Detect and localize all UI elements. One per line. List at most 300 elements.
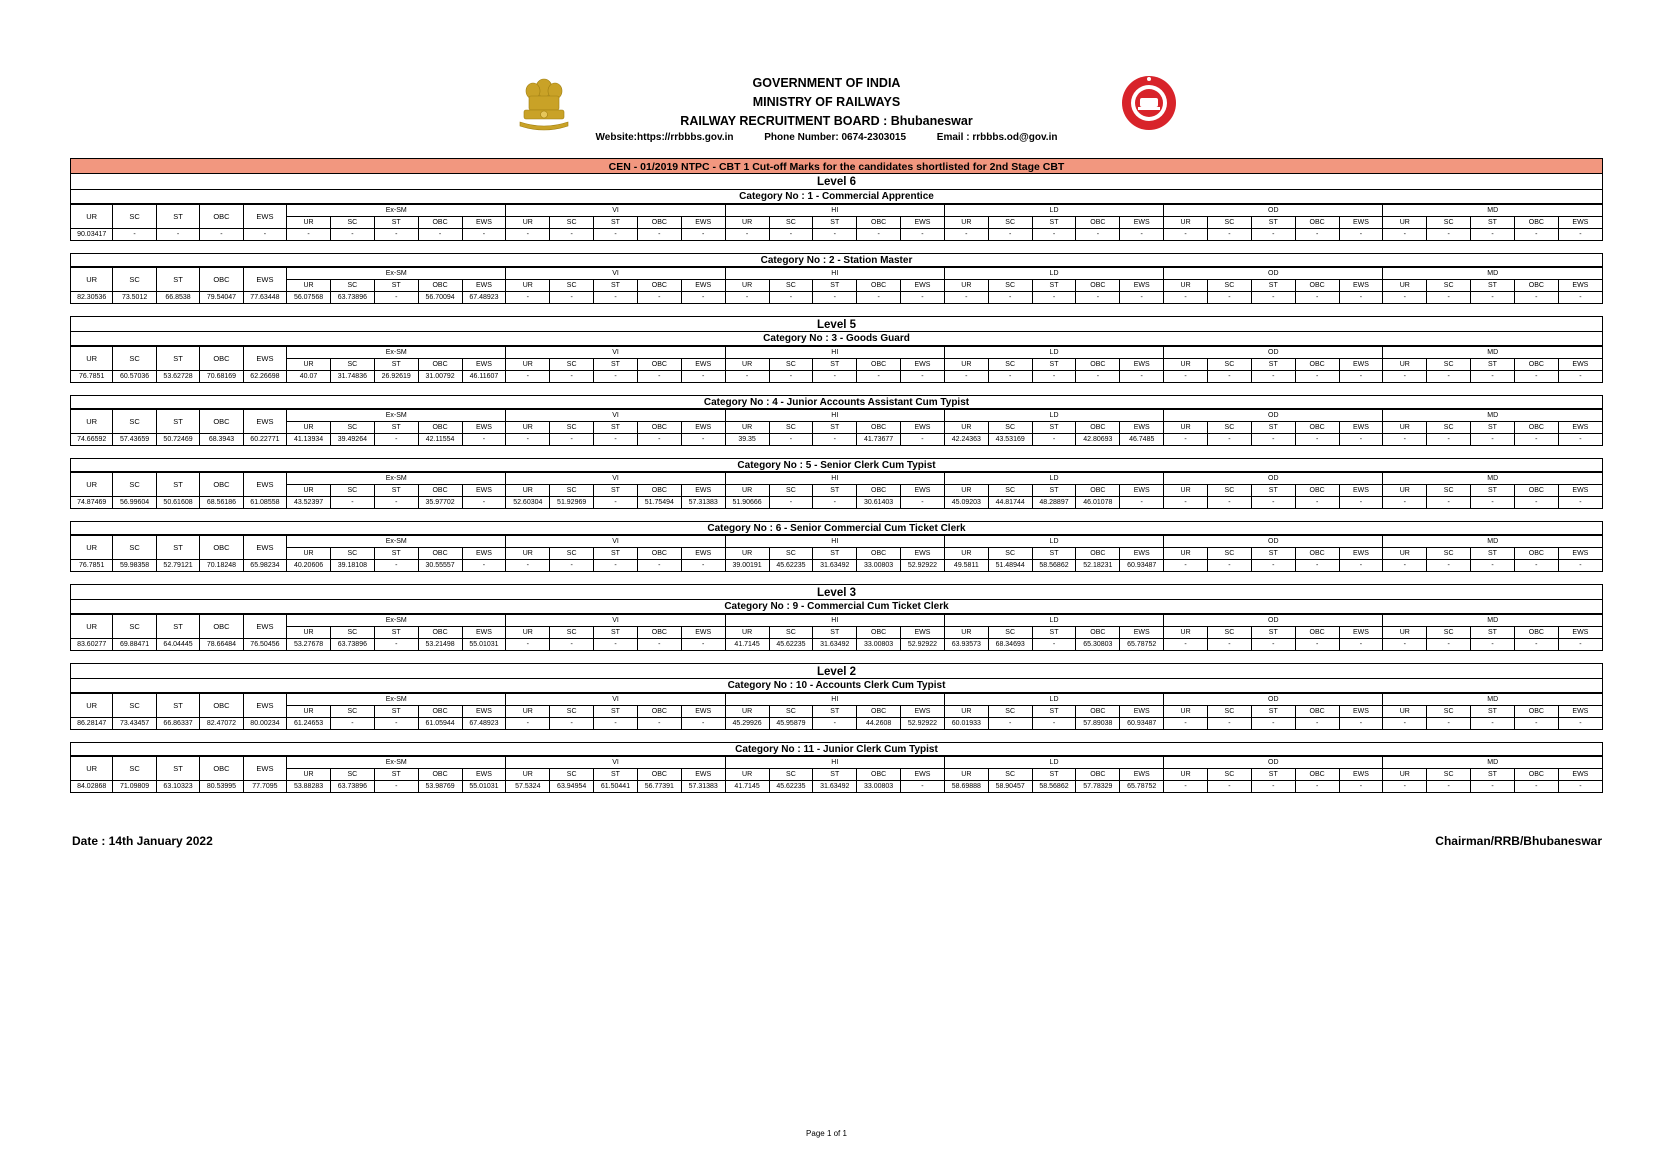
cutoff-cell: 33.00803 xyxy=(857,781,901,793)
cutoff-cell: - xyxy=(1251,497,1295,509)
cutoff-cell: 59.98358 xyxy=(113,560,156,572)
group-header-md: MD xyxy=(1383,268,1603,280)
cutoff-cell: 68.56186 xyxy=(200,497,243,509)
group-header-ld: LD xyxy=(944,757,1163,769)
subcolumn-header-obc: OBC xyxy=(1076,359,1120,371)
cutoff-table xyxy=(70,158,1603,793)
group-header-vi: VI xyxy=(506,615,725,627)
cutoff-cell: 53.88283 xyxy=(287,781,331,793)
subcolumn-header-obc: OBC xyxy=(418,627,462,639)
cutoff-cell: - xyxy=(1076,292,1120,304)
subcolumn-header-ur: UR xyxy=(287,359,331,371)
cutoff-cell: - xyxy=(1471,497,1515,509)
subcolumn-header-sc: SC xyxy=(769,706,813,718)
cutoff-cell: 65.78752 xyxy=(1120,639,1164,651)
subcolumn-header-ews: EWS xyxy=(901,422,945,434)
subcolumn-header-sc: SC xyxy=(769,217,813,229)
subcolumn-header-st: ST xyxy=(813,548,857,560)
cutoff-cell: 42.80693 xyxy=(1076,434,1120,446)
subcolumn-header-ews: EWS xyxy=(1339,548,1383,560)
cutoff-cell: - xyxy=(462,229,506,241)
column-header-ews: EWS xyxy=(243,694,286,718)
category-table xyxy=(70,204,1603,241)
subcolumn-header-ur: UR xyxy=(506,769,550,781)
subcolumn-header-sc: SC xyxy=(330,280,374,292)
cutoff-cell: - xyxy=(1251,371,1295,383)
subcolumn-header-sc: SC xyxy=(550,485,594,497)
cutoff-cell: - xyxy=(1558,718,1602,730)
cutoff-cell: 57.89038 xyxy=(1076,718,1120,730)
cutoff-cell: 49.5811 xyxy=(944,560,988,572)
subcolumn-header-ur: UR xyxy=(944,217,988,229)
group-header-ex-sm: Ex-SM xyxy=(287,205,506,217)
subcolumn-header-st: ST xyxy=(594,485,638,497)
cutoff-cell: 80.00234 xyxy=(243,718,286,730)
subcolumn-header-st: ST xyxy=(374,217,418,229)
category-heading: Category No : 1 - Commercial Apprentice xyxy=(70,190,1603,204)
cutoff-cell: - xyxy=(857,229,901,241)
cutoff-cell: - xyxy=(506,639,550,651)
group-header-od: OD xyxy=(1164,694,1383,706)
cutoff-cell: 65.98234 xyxy=(243,560,286,572)
level-heading: Level 2 xyxy=(70,663,1603,679)
cutoff-cell: - xyxy=(1164,229,1208,241)
cutoff-cell: 39.00191 xyxy=(725,560,769,572)
table-row xyxy=(71,292,1603,304)
table-row xyxy=(71,560,1603,572)
column-header-ur: UR xyxy=(71,473,113,497)
subcolumn-header-st: ST xyxy=(1032,627,1076,639)
subcolumn-header-ews: EWS xyxy=(1339,359,1383,371)
subcolumn-header-ur: UR xyxy=(506,217,550,229)
subcolumn-header-obc: OBC xyxy=(637,217,681,229)
subcolumn-header-obc: OBC xyxy=(857,769,901,781)
subcolumn-header-sc: SC xyxy=(330,769,374,781)
subcolumn-header-obc: OBC xyxy=(1076,217,1120,229)
cutoff-cell: - xyxy=(988,718,1032,730)
column-header-ur: UR xyxy=(71,205,113,229)
subcolumn-header-ews: EWS xyxy=(1339,422,1383,434)
cutoff-cell: - xyxy=(594,292,638,304)
cutoff-cell: - xyxy=(1471,718,1515,730)
cutoff-cell: 40.20606 xyxy=(287,560,331,572)
cutoff-cell: 60.93487 xyxy=(1120,718,1164,730)
cutoff-cell: 39.49264 xyxy=(330,434,374,446)
subcolumn-header-st: ST xyxy=(374,627,418,639)
subcolumn-header-sc: SC xyxy=(988,485,1032,497)
cutoff-cell: - xyxy=(1164,639,1208,651)
cutoff-cell: - xyxy=(637,639,681,651)
subcolumn-header-ur: UR xyxy=(1383,706,1427,718)
column-header-st: ST xyxy=(156,757,199,781)
column-header-obc: OBC xyxy=(200,615,243,639)
subcolumn-header-obc: OBC xyxy=(418,769,462,781)
subcolumn-header-ur: UR xyxy=(725,706,769,718)
cutoff-cell: 46.7485 xyxy=(1120,434,1164,446)
subcolumn-header-sc: SC xyxy=(1427,422,1471,434)
subcolumn-header-st: ST xyxy=(813,359,857,371)
group-header-hi: HI xyxy=(725,615,944,627)
cutoff-cell: - xyxy=(681,371,725,383)
group-header-ld: LD xyxy=(944,268,1163,280)
cutoff-cell: - xyxy=(1471,434,1515,446)
subcolumn-header-ur: UR xyxy=(944,769,988,781)
cutoff-cell: 43.52397 xyxy=(287,497,331,509)
group-header-od: OD xyxy=(1164,347,1383,359)
subcolumn-header-sc: SC xyxy=(330,422,374,434)
subcolumn-header-st: ST xyxy=(374,769,418,781)
subcolumn-header-ews: EWS xyxy=(462,769,506,781)
cutoff-cell: 69.88471 xyxy=(113,639,156,651)
cutoff-cell: - xyxy=(1471,292,1515,304)
subcolumn-header-ews: EWS xyxy=(1558,627,1602,639)
subcolumn-header-sc: SC xyxy=(1427,769,1471,781)
subcolumn-header-sc: SC xyxy=(1208,485,1252,497)
subcolumn-header-ur: UR xyxy=(1164,485,1208,497)
cutoff-cell: 76.50456 xyxy=(243,639,286,651)
category-table xyxy=(70,346,1603,383)
cutoff-cell: 77.63448 xyxy=(243,292,286,304)
cutoff-cell: - xyxy=(1164,781,1208,793)
cutoff-cell: 58.56862 xyxy=(1032,560,1076,572)
column-header-obc: OBC xyxy=(200,536,243,560)
group-header-vi: VI xyxy=(506,347,725,359)
cutoff-cell: 31.63492 xyxy=(813,639,857,651)
subcolumn-header-ews: EWS xyxy=(681,548,725,560)
subcolumn-header-st: ST xyxy=(1251,769,1295,781)
subcolumn-header-sc: SC xyxy=(1427,217,1471,229)
subcolumn-header-sc: SC xyxy=(988,280,1032,292)
cutoff-cell: - xyxy=(1032,639,1076,651)
cutoff-cell: - xyxy=(1032,292,1076,304)
subcolumn-header-ews: EWS xyxy=(901,627,945,639)
levels-container xyxy=(70,174,1603,793)
subcolumn-header-sc: SC xyxy=(1208,627,1252,639)
column-header-obc: OBC xyxy=(200,268,243,292)
subcolumn-header-st: ST xyxy=(1471,217,1515,229)
subcolumn-header-ews: EWS xyxy=(901,706,945,718)
cutoff-cell: - xyxy=(1295,434,1339,446)
subcolumn-header-sc: SC xyxy=(988,359,1032,371)
cutoff-cell: - xyxy=(1032,371,1076,383)
cutoff-cell: 52.92922 xyxy=(901,718,945,730)
cutoff-cell: - xyxy=(813,434,857,446)
subcolumn-header-sc: SC xyxy=(988,217,1032,229)
subcolumn-header-sc: SC xyxy=(769,422,813,434)
category-table xyxy=(70,267,1603,304)
cutoff-cell: - xyxy=(1339,781,1383,793)
cutoff-cell: - xyxy=(1295,560,1339,572)
table-row xyxy=(71,497,1603,509)
subcolumn-header-st: ST xyxy=(374,359,418,371)
cutoff-cell: 80.53995 xyxy=(200,781,243,793)
subcolumn-header-st: ST xyxy=(1471,627,1515,639)
subcolumn-header-ews: EWS xyxy=(1339,217,1383,229)
column-header-st: ST xyxy=(156,268,199,292)
column-header-obc: OBC xyxy=(200,757,243,781)
cutoff-cell: - xyxy=(1514,229,1558,241)
cutoff-cell: - xyxy=(506,718,550,730)
cutoff-cell: 63.73896 xyxy=(330,781,374,793)
category-table xyxy=(70,409,1603,446)
cutoff-cell: - xyxy=(550,229,594,241)
cutoff-cell: - xyxy=(156,229,199,241)
subcolumn-header-ews: EWS xyxy=(1120,769,1164,781)
column-header-sc: SC xyxy=(113,410,156,434)
subcolumn-header-sc: SC xyxy=(1208,280,1252,292)
cutoff-cell: - xyxy=(1383,497,1427,509)
group-header-md: MD xyxy=(1383,410,1603,422)
subcolumn-header-obc: OBC xyxy=(418,422,462,434)
subcolumn-header-st: ST xyxy=(1251,217,1295,229)
group-header-vi: VI xyxy=(506,536,725,548)
cutoff-cell: - xyxy=(1383,781,1427,793)
subcolumn-header-ur: UR xyxy=(1383,280,1427,292)
subcolumn-header-sc: SC xyxy=(1427,359,1471,371)
subcolumn-header-ur: UR xyxy=(506,627,550,639)
cutoff-cell: - xyxy=(1339,718,1383,730)
cutoff-cell: - xyxy=(374,560,418,572)
cutoff-cell: - xyxy=(813,371,857,383)
document-title: CEN - 01/2019 NTPC - CBT 1 Cut-off Marks for the candidates shortlisted for 2nd Stage CBT xyxy=(70,158,1603,174)
subcolumn-header-ur: UR xyxy=(725,217,769,229)
subcolumn-header-st: ST xyxy=(1471,485,1515,497)
subcolumn-header-ur: UR xyxy=(1383,769,1427,781)
subcolumn-header-obc: OBC xyxy=(637,280,681,292)
subcolumn-header-sc: SC xyxy=(1427,627,1471,639)
subcolumn-header-obc: OBC xyxy=(1514,280,1558,292)
subcolumn-header-sc: SC xyxy=(769,627,813,639)
subcolumn-header-ur: UR xyxy=(287,217,331,229)
subcolumn-header-st: ST xyxy=(1251,548,1295,560)
column-header-sc: SC xyxy=(113,205,156,229)
cutoff-cell: 61.05944 xyxy=(418,718,462,730)
cutoff-cell: 63.73896 xyxy=(330,292,374,304)
subcolumn-header-ews: EWS xyxy=(1120,217,1164,229)
cutoff-cell: 58.56862 xyxy=(1032,781,1076,793)
subcolumn-header-ur: UR xyxy=(1164,769,1208,781)
subcolumn-header-ur: UR xyxy=(287,280,331,292)
column-header-sc: SC xyxy=(113,347,156,371)
page-header xyxy=(0,74,1653,145)
subcolumn-header-obc: OBC xyxy=(637,627,681,639)
column-header-st: ST xyxy=(156,473,199,497)
cutoff-cell: - xyxy=(1295,497,1339,509)
subcolumn-header-ur: UR xyxy=(287,422,331,434)
table-row xyxy=(71,639,1603,651)
subcolumn-header-ur: UR xyxy=(944,359,988,371)
cutoff-cell: - xyxy=(243,229,286,241)
cutoff-cell: 50.61608 xyxy=(156,497,199,509)
cutoff-cell: - xyxy=(1164,718,1208,730)
cutoff-cell: - xyxy=(1514,292,1558,304)
cutoff-cell: 57.43659 xyxy=(113,434,156,446)
subcolumn-header-sc: SC xyxy=(550,280,594,292)
cutoff-cell: - xyxy=(1514,434,1558,446)
column-header-ews: EWS xyxy=(243,757,286,781)
cutoff-cell: - xyxy=(374,781,418,793)
subcolumn-header-obc: OBC xyxy=(1514,217,1558,229)
subcolumn-header-st: ST xyxy=(1471,706,1515,718)
cutoff-cell: - xyxy=(1427,560,1471,572)
group-header-ld: LD xyxy=(944,615,1163,627)
subcolumn-header-sc: SC xyxy=(1208,217,1252,229)
cutoff-cell: 76.7851 xyxy=(71,560,113,572)
cutoff-cell: 73.5012 xyxy=(113,292,156,304)
cutoff-cell: 55.01031 xyxy=(462,639,506,651)
cutoff-cell: 84.02868 xyxy=(71,781,113,793)
subcolumn-header-ews: EWS xyxy=(1339,706,1383,718)
subcolumn-header-ews: EWS xyxy=(1120,422,1164,434)
cutoff-cell: 68.34693 xyxy=(988,639,1032,651)
group-header-md: MD xyxy=(1383,757,1603,769)
subcolumn-header-obc: OBC xyxy=(857,280,901,292)
cutoff-cell: - xyxy=(594,497,638,509)
cutoff-cell: - xyxy=(1514,639,1558,651)
cutoff-cell: - xyxy=(1164,560,1208,572)
cutoff-cell: - xyxy=(725,292,769,304)
cutoff-cell: - xyxy=(462,497,506,509)
subcolumn-header-st: ST xyxy=(374,280,418,292)
subcolumn-header-obc: OBC xyxy=(1076,769,1120,781)
cutoff-cell: - xyxy=(1339,371,1383,383)
group-header-hi: HI xyxy=(725,536,944,548)
cutoff-cell: - xyxy=(901,497,945,509)
subcolumn-header-obc: OBC xyxy=(637,422,681,434)
cutoff-cell: - xyxy=(550,718,594,730)
subcolumn-header-ur: UR xyxy=(944,706,988,718)
column-header-ur: UR xyxy=(71,694,113,718)
subcolumn-header-ews: EWS xyxy=(1339,485,1383,497)
cutoff-cell: - xyxy=(1558,639,1602,651)
subcolumn-header-obc: OBC xyxy=(1295,422,1339,434)
subcolumn-header-obc: OBC xyxy=(637,548,681,560)
cutoff-cell: - xyxy=(1339,434,1383,446)
cutoff-cell: - xyxy=(1032,718,1076,730)
cutoff-cell: - xyxy=(1427,434,1471,446)
subcolumn-header-st: ST xyxy=(374,548,418,560)
cutoff-cell: 68.3943 xyxy=(200,434,243,446)
cutoff-cell: - xyxy=(1383,292,1427,304)
section-gap xyxy=(70,509,1603,521)
subcolumn-header-ur: UR xyxy=(725,359,769,371)
subcolumn-header-obc: OBC xyxy=(1076,485,1120,497)
subcolumn-header-obc: OBC xyxy=(1295,485,1339,497)
cutoff-cell: 57.31383 xyxy=(681,497,725,509)
subcolumn-header-ews: EWS xyxy=(1120,280,1164,292)
cutoff-cell: 30.55557 xyxy=(418,560,462,572)
cutoff-cell: 58.69888 xyxy=(944,781,988,793)
column-header-st: ST xyxy=(156,615,199,639)
group-header-ex-sm: Ex-SM xyxy=(287,268,506,280)
cutoff-cell: 57.31383 xyxy=(681,781,725,793)
cutoff-cell: 66.86337 xyxy=(156,718,199,730)
cutoff-cell: 82.47072 xyxy=(200,718,243,730)
column-header-obc: OBC xyxy=(200,205,243,229)
cutoff-cell: 53.27678 xyxy=(287,639,331,651)
group-header-hi: HI xyxy=(725,757,944,769)
cutoff-cell: 66.8538 xyxy=(156,292,199,304)
category-heading: Category No : 3 - Goods Guard xyxy=(70,332,1603,346)
cutoff-cell: - xyxy=(725,371,769,383)
subcolumn-header-ews: EWS xyxy=(1558,769,1602,781)
cutoff-cell: - xyxy=(594,718,638,730)
cutoff-cell: - xyxy=(681,229,725,241)
subcolumn-header-ews: EWS xyxy=(1120,485,1164,497)
subcolumn-header-ews: EWS xyxy=(1558,280,1602,292)
cutoff-cell: - xyxy=(1164,292,1208,304)
section-gap xyxy=(70,651,1603,663)
cutoff-cell: 31.63492 xyxy=(813,781,857,793)
column-header-sc: SC xyxy=(113,757,156,781)
subcolumn-header-ews: EWS xyxy=(1558,706,1602,718)
cutoff-cell: - xyxy=(550,560,594,572)
cutoff-cell: 31.74836 xyxy=(330,371,374,383)
subcolumn-header-ews: EWS xyxy=(901,280,945,292)
table-row xyxy=(71,434,1603,446)
category-table xyxy=(70,693,1603,730)
header-board: RAILWAY RECRUITMENT BOARD : Bhubaneswar xyxy=(680,114,973,128)
cutoff-cell: - xyxy=(637,371,681,383)
cutoff-cell: - xyxy=(1471,639,1515,651)
subcolumn-header-ews: EWS xyxy=(1339,627,1383,639)
cutoff-cell: - xyxy=(1208,781,1252,793)
subcolumn-header-sc: SC xyxy=(1208,548,1252,560)
subcolumn-header-ur: UR xyxy=(1164,280,1208,292)
subcolumn-header-st: ST xyxy=(1471,769,1515,781)
category-heading: Category No : 10 - Accounts Clerk Cum Typist xyxy=(70,679,1603,693)
subcolumn-header-obc: OBC xyxy=(1295,359,1339,371)
subcolumn-header-st: ST xyxy=(1032,485,1076,497)
group-header-md: MD xyxy=(1383,473,1603,485)
subcolumn-header-ews: EWS xyxy=(1558,217,1602,229)
cutoff-cell: - xyxy=(637,560,681,572)
cutoff-cell: 83.60277 xyxy=(71,639,113,651)
cutoff-cell: 35.97702 xyxy=(418,497,462,509)
cutoff-cell: - xyxy=(330,497,374,509)
column-header-sc: SC xyxy=(113,615,156,639)
group-header-hi: HI xyxy=(725,347,944,359)
subcolumn-header-st: ST xyxy=(594,422,638,434)
subcolumn-header-obc: OBC xyxy=(637,359,681,371)
subcolumn-header-st: ST xyxy=(594,706,638,718)
cutoff-cell: - xyxy=(1208,229,1252,241)
column-header-sc: SC xyxy=(113,473,156,497)
category-heading: Category No : 6 - Senior Commercial Cum Ticket Clerk xyxy=(70,521,1603,535)
column-header-ews: EWS xyxy=(243,347,286,371)
cutoff-cell: 70.68169 xyxy=(200,371,243,383)
subcolumn-header-ews: EWS xyxy=(901,769,945,781)
cutoff-cell: 33.00803 xyxy=(857,560,901,572)
cutoff-cell: - xyxy=(506,229,550,241)
cutoff-cell: 58.90457 xyxy=(988,781,1032,793)
column-header-ews: EWS xyxy=(243,268,286,292)
subcolumn-header-obc: OBC xyxy=(857,485,901,497)
cutoff-cell: 63.94954 xyxy=(550,781,594,793)
subcolumn-header-sc: SC xyxy=(988,627,1032,639)
subcolumn-header-obc: OBC xyxy=(1295,548,1339,560)
cutoff-cell: - xyxy=(1295,292,1339,304)
subcolumn-header-obc: OBC xyxy=(857,359,901,371)
cutoff-cell: - xyxy=(1427,371,1471,383)
subcolumn-header-obc: OBC xyxy=(1514,706,1558,718)
cutoff-cell: - xyxy=(1427,781,1471,793)
cutoff-cell: - xyxy=(1076,371,1120,383)
subcolumn-header-sc: SC xyxy=(988,769,1032,781)
group-header-od: OD xyxy=(1164,615,1383,627)
group-header-od: OD xyxy=(1164,205,1383,217)
cutoff-cell: - xyxy=(550,434,594,446)
